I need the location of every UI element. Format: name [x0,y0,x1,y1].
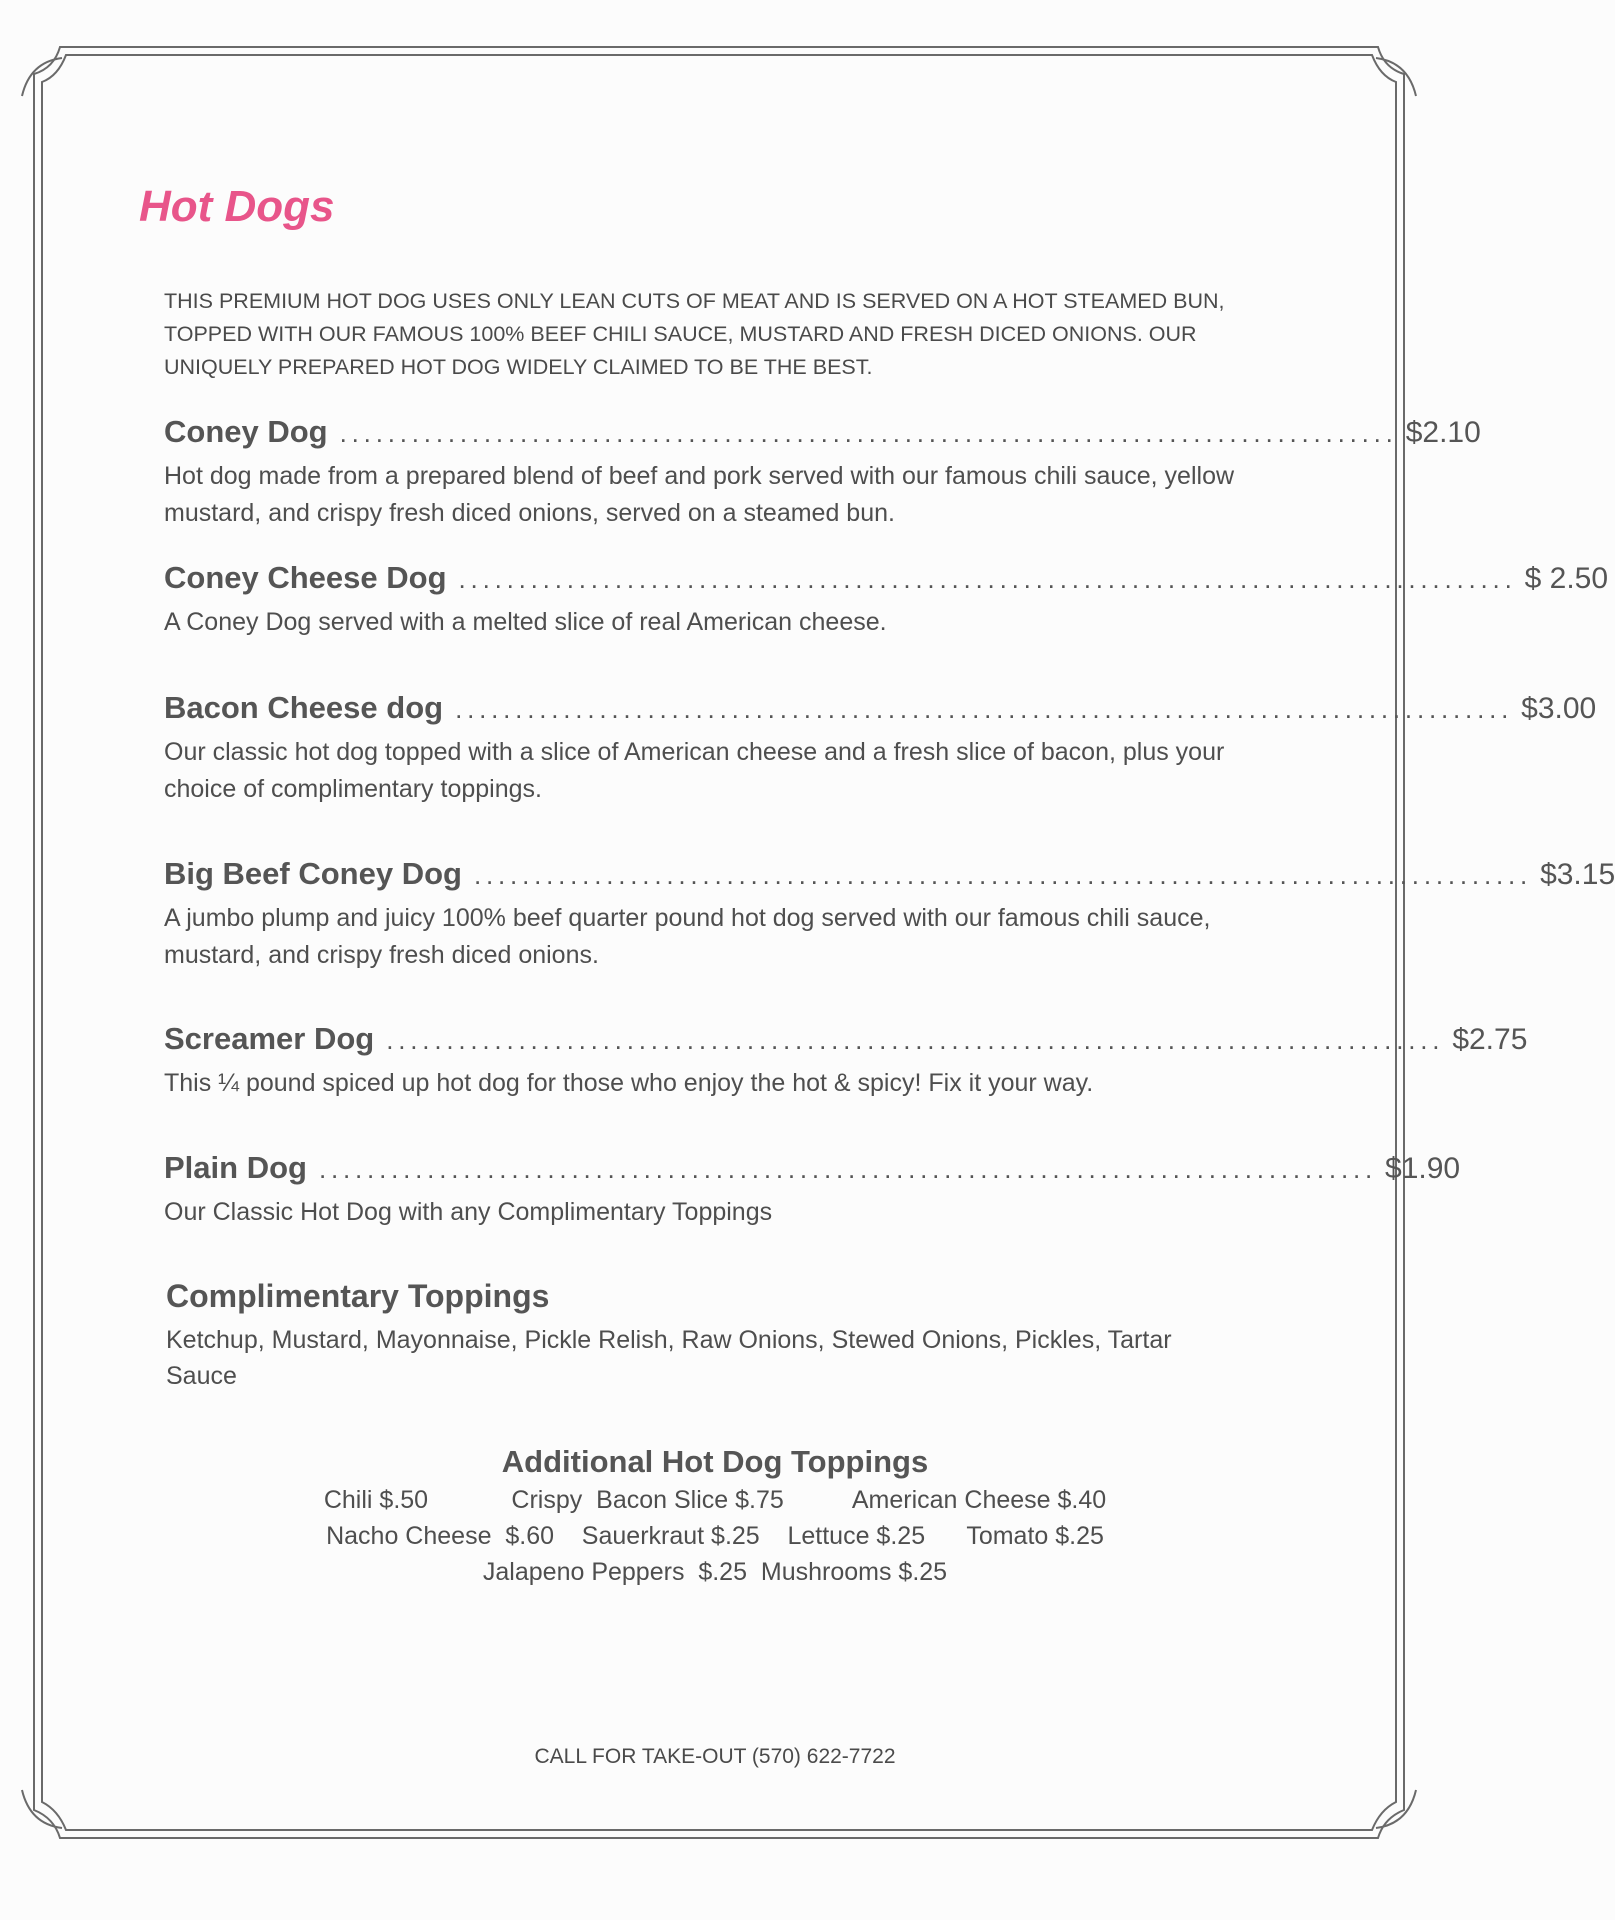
item-name: Coney Dog [164,414,328,449]
dot-leader: ........................................................................................ [473,860,1533,890]
dot-leader: ........................................................................................ [386,1025,1445,1055]
additional-toppings-line: Nacho Cheese $.60 Sauerkraut $.25 Lettuce $.25 Tomato $.25 [326,1522,1104,1550]
item-name: Big Beef Coney Dog [164,856,462,891]
additional-toppings-line: Jalapeno Peppers $.25 Mushrooms $.25 [482,1558,948,1586]
menu-item-coney-dog [164,414,1481,532]
item-price: $2.10 [1405,416,1481,449]
complimentary-toppings-title: Complimentary Toppings [166,1278,550,1314]
dot-leader: ........................................................................................ [318,1154,1378,1184]
item-price: $3.15 [1540,858,1615,891]
item-name: Coney Cheese Dog [164,560,447,595]
item-price: $3.00 [1521,692,1597,725]
item-price: $2.75 [1452,1023,1528,1056]
dot-leader: ........................................................................................ [458,564,1517,594]
complimentary-toppings-list: Ketchup, Mustard, Mayonnaise, Pickle Relish, Raw Onions, Stewed Onions, Pickles, Tartar Sauce [166,1326,1172,1390]
item-price: $1.90 [1385,1152,1461,1185]
menu-item-big-beef-coney-dog [164,856,1615,974]
item-name: Screamer Dog [164,1021,375,1056]
intro-text: THIS PREMIUM HOT DOG USES ONLY LEAN CUTS OF MEAT AND IS SERVED ON A HOT STEAMED BUN, TOPPED WITH OUR FAMOUS 100% BEEF CHILI SAUCE, MUSTARD AND FRESH DICED ONIONS. OUR UNIQUELY PREPARED HOT DOG WIDELY CLAIMED TO BE THE BEST. [164,289,1225,379]
additional-toppings-title: Additional Hot Dog Toppings [501,1444,929,1479]
item-description: A jumbo plump and juicy 100% beef quarter pound hot dog served with our famous chili sauce, mustard, and crispy fresh diced onions. [164,904,1211,969]
item-name: Bacon Cheese dog [164,690,444,725]
additional-toppings [0,1442,1430,1590]
menu-item-plain-dog [164,1150,1461,1231]
item-description: A Coney Dog served with a melted slice of real American cheese. [164,608,887,636]
menu-item-screamer-dog [164,1021,1528,1102]
takeout-phone: CALL FOR TAKE-OUT (570) 622-7722 [534,1745,896,1768]
menu-item-bacon-cheese-dog [164,690,1597,808]
page-title: Hot Dogs [139,182,335,231]
item-name: Plain Dog [164,1150,307,1185]
item-description: Our classic hot dog topped with a slice of American cheese and a fresh slice of bacon, plus your choice of complimentary toppings. [164,738,1225,803]
item-price: $ 2.50 [1524,562,1609,595]
menu-item-coney-cheese-dog [164,560,1609,641]
additional-toppings-line: Chili $.50 Crispy Bacon Slice $.75 American Cheese $.40 [323,1486,1107,1514]
item-description: Our Classic Hot Dog with any Complimentary Toppings [164,1198,773,1226]
item-description: Hot dog made from a prepared blend of beef and pork served with our famous chili sauce, yellow mustard, and crispy fresh diced onions, served on a steamed bun. [164,462,1235,527]
dot-leader: ........................................................................................ [339,418,1398,448]
item-description: This ¼ pound spiced up hot dog for those who enjoy the hot & spicy! Fix it your way. [164,1069,1094,1097]
dot-leader: ........................................................................................ [455,694,1514,724]
